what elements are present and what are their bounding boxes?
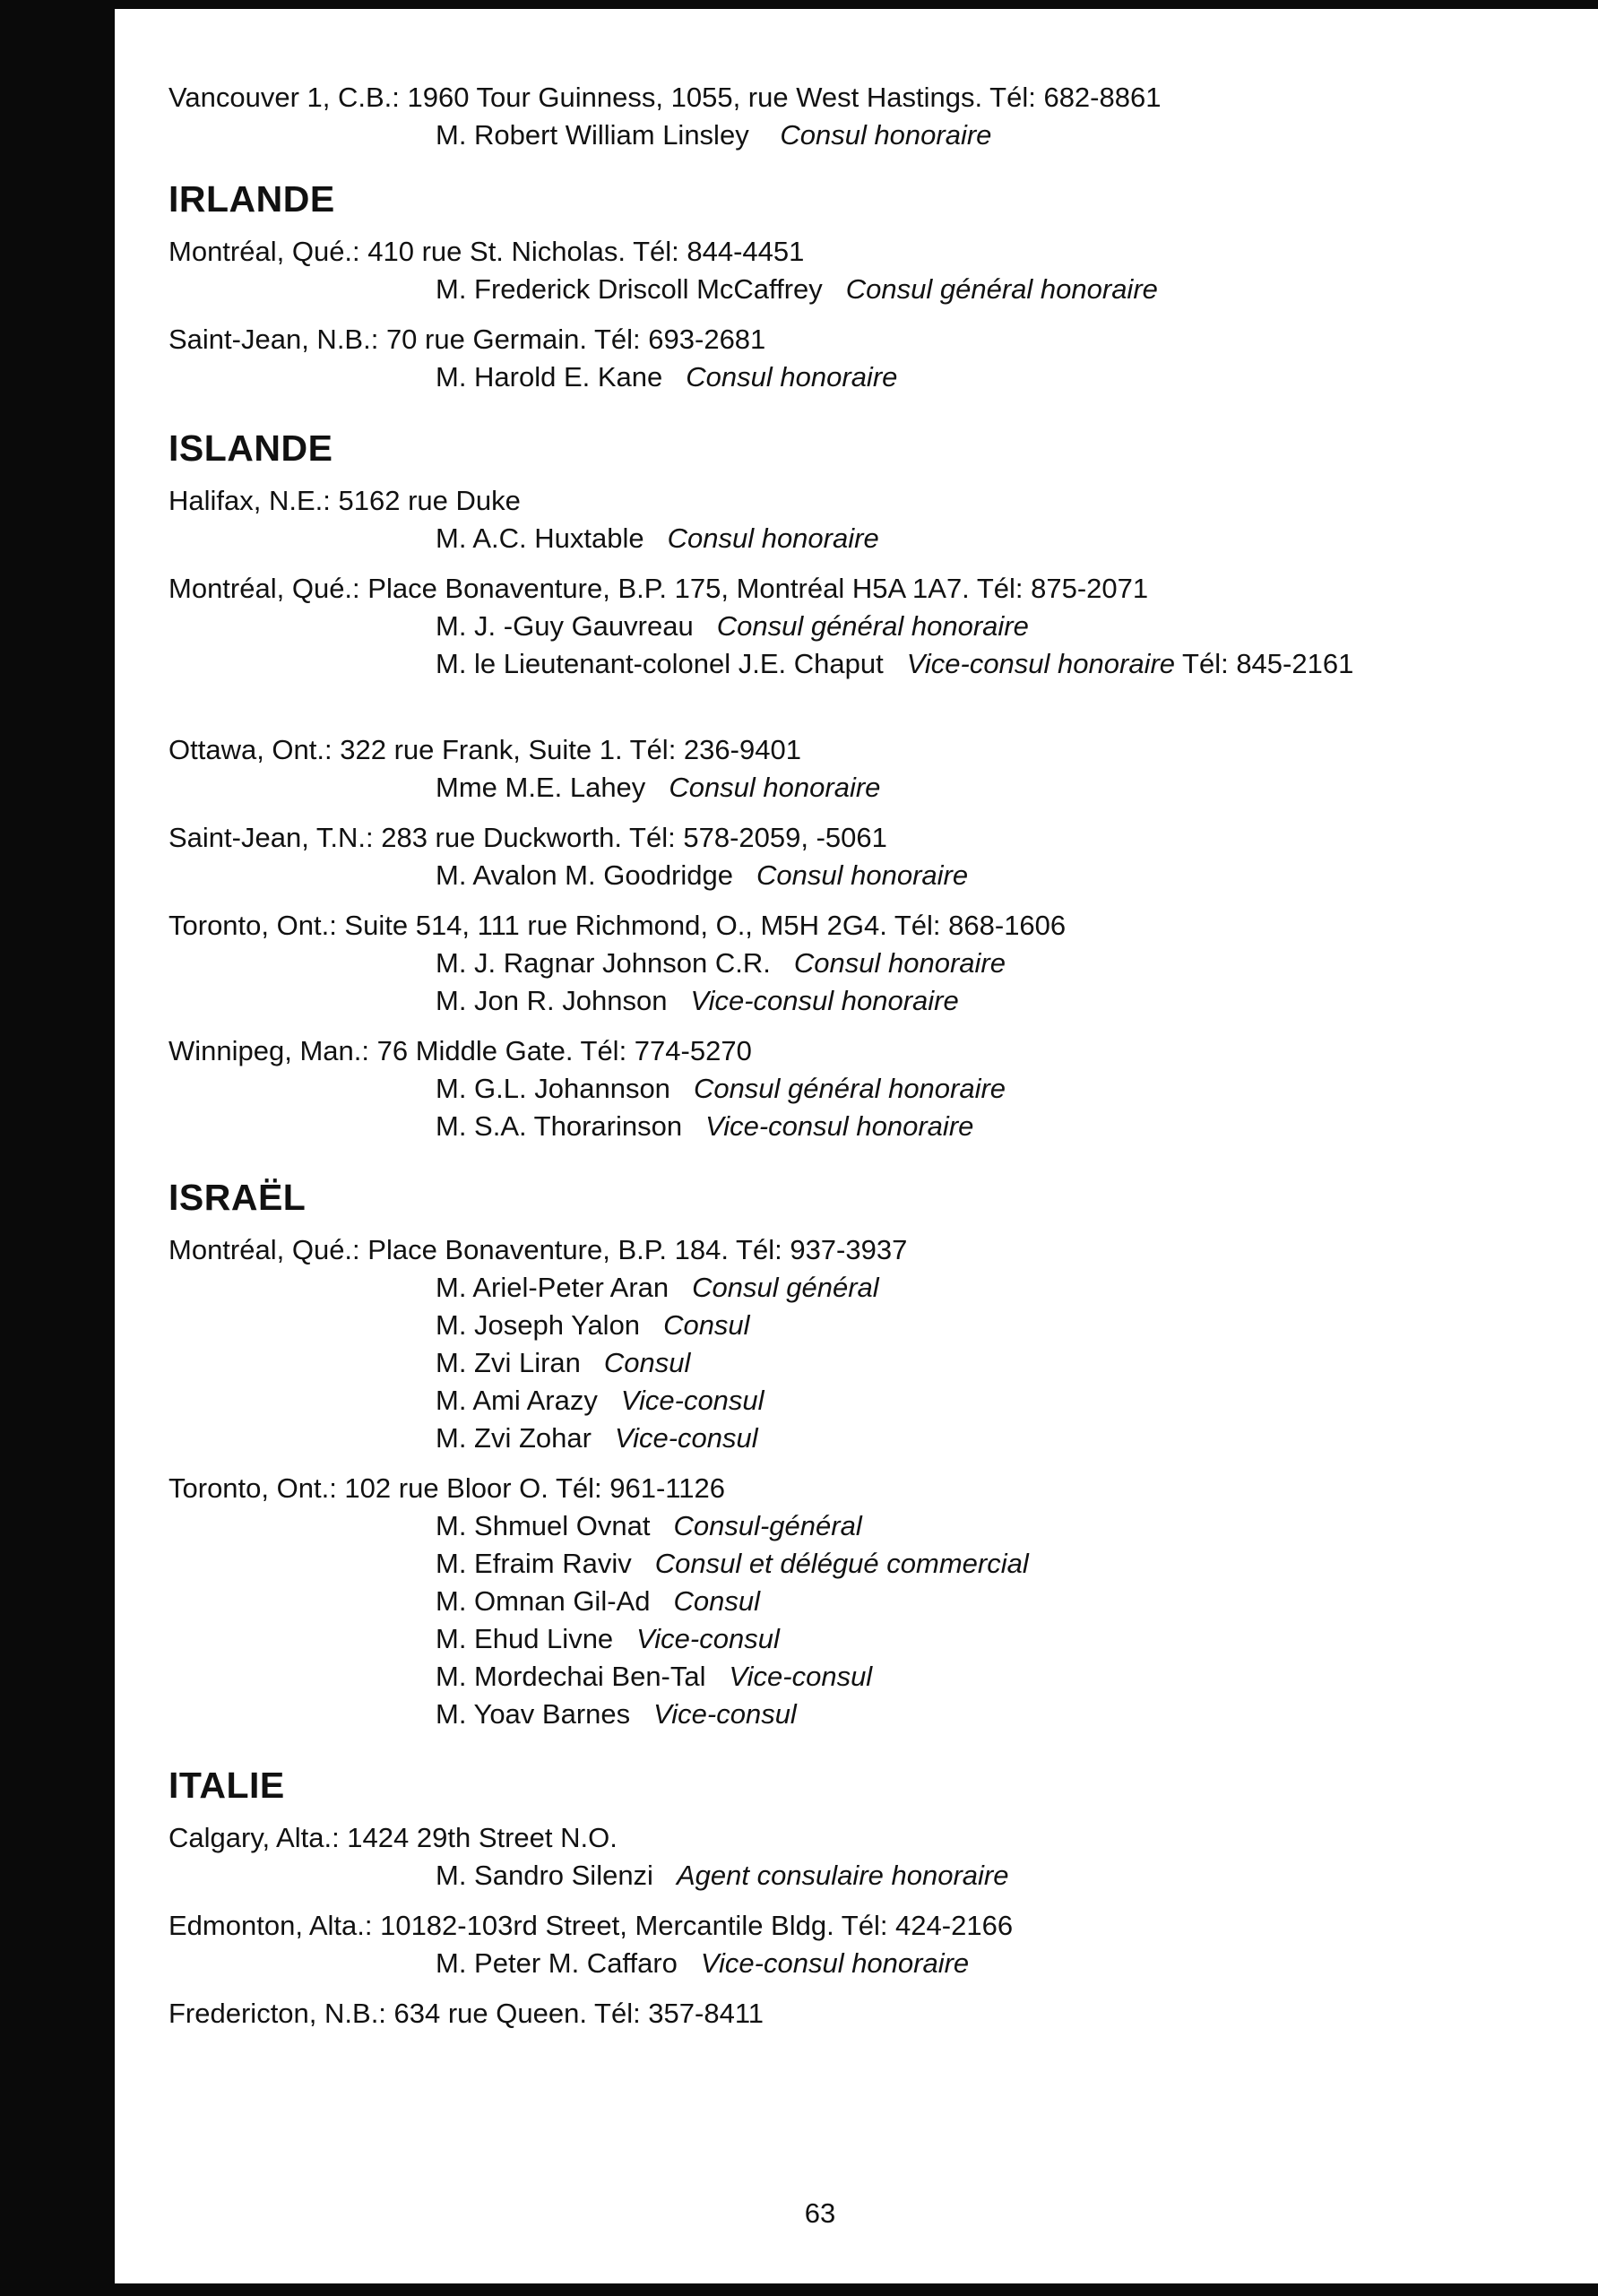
person-title: Vice-consul	[729, 1661, 873, 1692]
person-name: M. Ariel-Peter Aran	[436, 1272, 669, 1303]
consulate-location: Saint-Jean, T.N.: 283 rue Duckworth. Tél: 578-2059, -5061	[168, 822, 887, 853]
country-heading: ISRAËL	[168, 1177, 307, 1218]
consulate-location: Edmonton, Alta.: 10182-103rd Street, Mercantile Bldg. Tél: 424-2166	[168, 1910, 1014, 1941]
person-title: Consul général honoraire	[845, 273, 1158, 305]
consul-person	[168, 645, 1567, 683]
consulate-location: Winnipeg, Man.: 76 Middle Gate. Tél: 774-5270	[168, 1035, 752, 1066]
person-title: Vice-consul honoraire	[906, 648, 1176, 679]
person-name: M. Sandro Silenzi	[436, 1860, 653, 1891]
consulate-entry	[168, 1470, 1567, 1733]
country-heading: IRLANDE	[168, 178, 335, 220]
document-page	[168, 79, 1567, 2063]
person-name: M. Zvi Zohar	[436, 1422, 592, 1454]
person-name: M. Jon R. Johnson	[436, 985, 668, 1016]
consulate-entry	[168, 1995, 1567, 2033]
consulate-location: Halifax, N.E.: 5162 rue Duke	[168, 485, 521, 516]
person-title: Consul général honoraire	[693, 1073, 1006, 1104]
consul-person	[168, 1382, 1567, 1420]
person-title: Vice-consul honoraire	[700, 1947, 970, 1979]
person-title: Consul honoraire	[756, 859, 969, 891]
consul-person	[168, 857, 1567, 894]
person-title: Consul honoraire	[669, 772, 881, 803]
country-section	[168, 177, 1567, 396]
consulate-location: Ottawa, Ont.: 322 rue Frank, Suite 1. Tél: 236-9401	[168, 734, 801, 765]
consulate-entry	[168, 1231, 1567, 1457]
person-title: Consul honoraire	[793, 947, 1006, 979]
person-name: M. Omnan Gil-Ad	[436, 1585, 651, 1617]
person-name: M. G.L. Johannson	[436, 1073, 670, 1104]
person-name: M. Robert William Linsley	[436, 119, 749, 151]
person-name: M. Joseph Yalon	[436, 1309, 641, 1341]
consulate-location: Montréal, Qué.: Place Bonaventure, B.P. 175, Montréal H5A 1A7. Tél: 875-2071	[168, 573, 1149, 604]
person-name: M. Efraim Raviv	[436, 1548, 632, 1579]
person-title: Consul général	[692, 1272, 879, 1303]
scan-border-left	[0, 0, 115, 2296]
person-name: M. J. -Guy Gauvreau	[436, 610, 694, 642]
consul-person	[168, 1583, 1567, 1620]
person-title: Consul honoraire	[780, 119, 992, 151]
consulate-location: Montréal, Qué.: Place Bonaventure, B.P. 184. Tél: 937-3937	[168, 1234, 908, 1265]
consulate-location: Calgary, Alta.: 1424 29th Street N.O.	[168, 1822, 618, 1853]
person-title: Consul-général	[673, 1510, 862, 1541]
person-name: M. J. Ragnar Johnson C.R.	[436, 947, 771, 979]
scan-border-bottom	[0, 2283, 1598, 2296]
consulate-entry	[168, 731, 1567, 807]
person-name: M. A.C. Huxtable	[436, 522, 644, 554]
country-section	[168, 1764, 1567, 2033]
person-title: Consul général honoraire	[716, 610, 1029, 642]
person-name: Mme M.E. Lahey	[436, 772, 646, 803]
person-title: Vice-consul	[620, 1385, 764, 1416]
consul-person	[168, 982, 1567, 1020]
consulate-entry	[168, 321, 1567, 396]
person-title: Consul	[603, 1347, 691, 1378]
consul-person	[168, 1658, 1567, 1696]
consulate-entry	[168, 1819, 1567, 1895]
country-heading: ISLANDE	[168, 427, 333, 469]
person-name: M. le Lieutenant-colonel J.E. Chaput	[436, 648, 884, 679]
consulate-entry	[168, 819, 1567, 894]
person-name: M. Ehud Livne	[436, 1623, 614, 1654]
page-number: 63	[804, 2197, 836, 2229]
consul-person	[168, 1545, 1567, 1583]
consul-person	[168, 1420, 1567, 1457]
person-name: M. Peter M. Caffaro	[436, 1947, 678, 1979]
person-title: Consul et délégué commercial	[654, 1548, 1029, 1579]
consul-person	[168, 1269, 1567, 1307]
person-title: Vice-consul	[653, 1698, 797, 1730]
person-name: M. Avalon M. Goodridge	[436, 859, 733, 891]
person-telephone: Tél: 845-2161	[1182, 648, 1354, 679]
consulate-entry	[168, 1907, 1567, 1982]
person-title: Vice-consul honoraire	[690, 985, 959, 1016]
person-title: Vice-consul honoraire	[705, 1110, 974, 1142]
consul-person	[168, 358, 1567, 396]
country-sections	[168, 177, 1567, 2033]
person-name: M. Harold E. Kane	[436, 361, 663, 393]
entry-spacer	[168, 695, 1567, 731]
person-name: M. Mordechai Ben-Tal	[436, 1661, 706, 1692]
consulate-entry	[168, 482, 1567, 557]
country-heading: ITALIE	[168, 1765, 285, 1806]
intro-person	[168, 117, 1567, 154]
person-name: M. Yoav Barnes	[436, 1698, 631, 1730]
consul-person	[168, 1696, 1567, 1733]
consul-person	[168, 1945, 1567, 1982]
consul-person	[168, 1620, 1567, 1658]
consulate-location: Montréal, Qué.: 410 rue St. Nicholas. Tél: 844-4451	[168, 236, 805, 267]
person-title: Consul	[673, 1585, 760, 1617]
consul-person	[168, 1857, 1567, 1895]
consul-person	[168, 1344, 1567, 1382]
country-section	[168, 1176, 1567, 1733]
person-title: Consul	[663, 1309, 750, 1341]
consulate-location: Fredericton, N.B.: 634 rue Queen. Tél: 357-8411	[168, 1998, 764, 2029]
scan-border-top	[0, 0, 1598, 9]
person-title: Agent consulaire honoraire	[676, 1860, 1009, 1891]
consulate-location: Toronto, Ont.: Suite 514, 111 rue Richmond, O., M5H 2G4. Tél: 868-1606	[168, 910, 1067, 941]
consulate-location: Saint-Jean, N.B.: 70 rue Germain. Tél: 693-2681	[168, 324, 766, 355]
person-name: M. Ami Arazy	[436, 1385, 598, 1416]
consulate-location: Toronto, Ont.: 102 rue Bloor O. Tél: 961-1126	[168, 1472, 725, 1504]
consulate-entry	[168, 233, 1567, 308]
person-title: Vice-consul	[636, 1623, 780, 1654]
consul-person	[168, 608, 1567, 645]
consul-person	[168, 520, 1567, 557]
consul-person	[168, 1307, 1567, 1344]
person-name: M. Zvi Liran	[436, 1347, 581, 1378]
consul-person	[168, 1507, 1567, 1545]
person-title: Consul honoraire	[667, 522, 879, 554]
intro-entry	[168, 79, 1567, 154]
country-section	[168, 427, 1567, 1145]
consul-person	[168, 1108, 1567, 1145]
consul-person	[168, 945, 1567, 982]
person-title: Vice-consul	[614, 1422, 758, 1454]
consul-person	[168, 271, 1567, 308]
person-name: M. Shmuel Ovnat	[436, 1510, 651, 1541]
consulate-entry	[168, 1032, 1567, 1145]
intro-location: Vancouver 1, C.B.: 1960 Tour Guinness, 1055, rue West Hastings. Tél: 682-8861	[168, 82, 1162, 113]
consul-person	[168, 769, 1567, 807]
consul-person	[168, 1070, 1567, 1108]
consulate-entry	[168, 907, 1567, 1020]
person-title: Consul honoraire	[686, 361, 898, 393]
consulate-entry	[168, 570, 1567, 683]
person-name: M. Frederick Driscoll McCaffrey	[436, 273, 823, 305]
person-name: M. S.A. Thorarinson	[436, 1110, 683, 1142]
